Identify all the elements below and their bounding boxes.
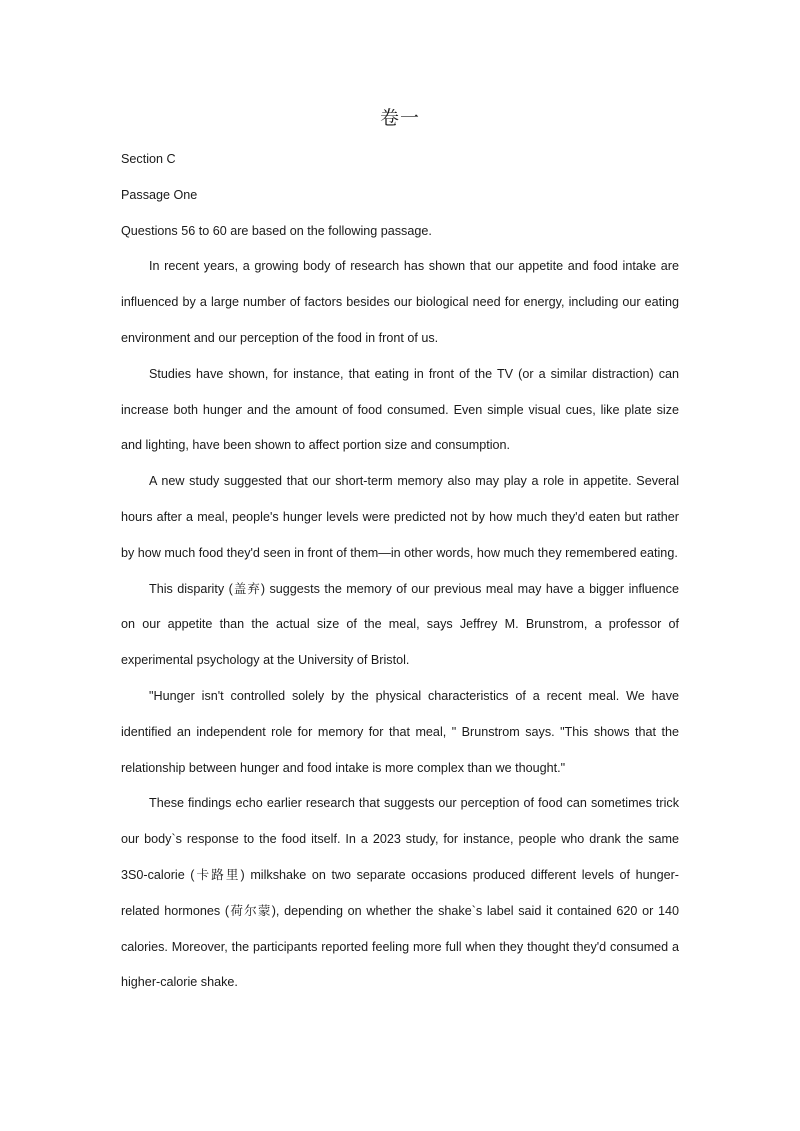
page-title: 卷一 (379, 107, 420, 129)
paragraph-6: These findings echo earlier research that suggests our perception of food can sometimes trick our body`s response to the food itself. In a 2023 study, for instance, people who drank the same 3S0-calorie (卡路里) milkshake on two separate occasions produced different levels of hunger-related hormones (荷尔蒙), depending on whether the shake`s label said it contained 620 or 140 calories. Moreover, the participants reported feeling more full when they thought they'd consumed a higher-calorie shake. (121, 796, 679, 990)
paragraph-5: "Hunger isn't controlled solely by the physical characteristics of a recent meal. We have identified an independent role for memory for that meal, " Brunstrom says. "This shows that the relationship between hunger and food intake is more complex than we thought." (121, 688, 679, 775)
paragraph-2: Studies have shown, for instance, that eating in front of the TV (or a similar distraction) can increase both hunger and the amount of food consumed. Even simple visual cues, like plate size and lighting, have been shown to affect portion size and consumption. (121, 366, 679, 453)
instructions-text: Questions 56 to 60 are based on the following passage. (121, 223, 432, 238)
passage-body (121, 142, 679, 1001)
section-label: Section C (121, 152, 176, 166)
paragraph-3: A new study suggested that our short-term memory also may play a role in appetite. Several hours after a meal, people's hunger levels were predicted not by how much they'd eaten but rather by how much food they'd seen in front of them—in other words, how much they remembered eating. (121, 474, 679, 560)
passage-label: Passage One (121, 187, 198, 202)
paragraph-4: This disparity (盖弃) suggests the memory of our previous meal may have a bigger influence on our appetite than the actual size of the meal, says Jeffrey M. Brunstrom, a professor of experimental psychology at the University of Bristol. (121, 581, 679, 668)
paragraph-1: In recent years, a growing body of research has shown that our appetite and food intake are influenced by a large number of factors besides our biological need for energy, including our eating environment and our perception of the food in front of us. (121, 259, 679, 345)
